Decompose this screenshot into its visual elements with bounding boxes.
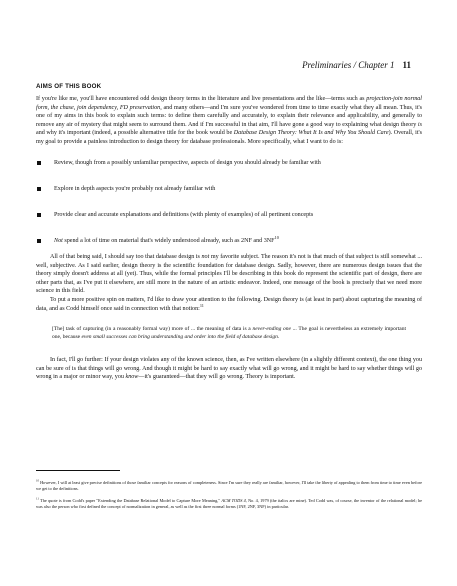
aims-list-item: [36, 185, 422, 211]
footnote-text: The quote is from Codd's paper "Extending the Database Relational Model to Capture More Meaning,": [40, 498, 222, 503]
intro-text-2: and many others—and I'm sure you've wondered from time to time exactly what they all mean. Thus, it's one of my aims in this book to explain such terms: to define them carefully and accurately, to explain their relevance and applicability, and generally to remove any air of mystery that might seem to surround them. And if I'm successful in that aim, I'll have gone a good way to explaining what design theory: [36, 104, 422, 128]
bullet-square-icon: [37, 213, 41, 217]
footnote-divider: [36, 470, 120, 471]
aim-emphasis: Not: [54, 238, 63, 244]
intro-emphasis-3: Database Design Theory: What It Is and Why You Should Care: [233, 130, 389, 136]
quote-text-2: ... The goal is nevertheless an extremely important one, because: [52, 326, 406, 340]
intro-emphasis-1: projection-join normal form, the chase, join dependency, FD preservation,: [36, 96, 422, 111]
quote-emphasis-2: even small successes can bring understanding and order into the field of database design: [81, 334, 278, 340]
footnote-number: 11: [36, 496, 39, 501]
bullet-square-icon: [37, 161, 41, 165]
running-head: [302, 60, 411, 70]
quote-emphasis-1: never-ending one: [252, 326, 291, 332]
footnote-text-2: , No. 4, 1979 (the italics are mine). Ted Codd was, of course, the inventor of the relational model; he was also the person who first defined the concept of normalization in general, as well as the first three normal forms (1NF, 2NF, 3NF) in particular.: [36, 498, 422, 509]
footnote-text: However, I will at least give precise definitions of those familiar concepts for reasons of completeness. Since I'm sure they really are familiar, however, I'll take the liberty of appealing to them from time to time even before we get to the definitions.: [36, 480, 422, 491]
body-paragraph-2: [36, 253, 422, 296]
intro-text-3: and why it's important (indeed, a possible alternative title for the book would be: [36, 130, 234, 136]
bullet-square-icon: [37, 187, 41, 191]
footnote-11: [36, 498, 422, 510]
aim-text: spend a lot of time on material that's widely understood already, such as 2NF and 3NF: [62, 238, 275, 244]
intro-text-1: If you're like me, you'll have encountered odd design theory terms in the literature and live presentations and the like—terms such as: [36, 96, 367, 102]
para2-text-2: my favorite subject. The reason it's not is that much of that subject is still somewhat ... well, subjective. As I said earlier, design theory is the scientific foundation for database design. Sadly, however, there are numerous design issues that the theory simply doesn't address at all (yet). Thus, while the formal principles I'll be describing in this book do represent the scientific part of design, there are other parts that, as I've put it elsewhere, are still more in the nature of an artistic endeavor. Indeed, one message of the book is precisely that we need more science in this field.: [36, 254, 423, 294]
aim-text: Provide clear and accurate explanations and definitions (with plenty of examples) of all pertinent concepts: [54, 212, 314, 218]
aim-text: Review, though from a possibly unfamiliar perspective, aspects of design you should already be familiar with: [54, 160, 321, 166]
page-number: 11: [402, 60, 411, 70]
aims-list-item: [36, 159, 422, 185]
para4-text-1: In fact, I'll go further: If your design violates any of the known science, then, as I've written elsewhere (in a slightly different context), the one thing you can be sure of is that things will go wrong. And though it might be hard to say exactly what will go wrong, and it might be hard to say whether things will go wrong in a major or minor way, you: [36, 357, 422, 380]
aims-list: [36, 159, 422, 263]
running-head-section: Preliminaries / Chapter 1: [302, 60, 395, 70]
intro-paragraph: [36, 95, 422, 146]
footnote-number: 10: [36, 478, 39, 483]
aims-list-item: [36, 211, 422, 237]
footnote-ref-11[interactable]: 11: [199, 302, 204, 308]
para2-emphasis: not: [201, 254, 210, 260]
bullet-square-icon: [37, 239, 41, 243]
body-paragraph-4: [36, 356, 422, 382]
block-quote: [52, 325, 406, 341]
footnote-emphasis: ACM TODS 4: [221, 498, 246, 503]
footnote-10: [36, 480, 422, 492]
para2-text-1: All of that being said, I should say too that database design is: [50, 254, 202, 260]
section-heading: AIMS OF THIS BOOK: [36, 83, 102, 90]
body-paragraph-3: [36, 296, 422, 313]
aim-text: Explore in depth aspects you're probably not already familiar with: [54, 186, 216, 192]
intro-emphasis-2: is: [417, 121, 422, 128]
quote-text-1: [The] task of capturing (in a reasonably formal way) more of ... the meaning of data is a: [52, 326, 253, 332]
intro-text-4: ). Overall, it's my goal to provide a painless introduction to design theory for database professionals. More specifically, what I want to do is:: [36, 130, 422, 145]
para4-emphasis: know: [125, 374, 139, 380]
quote-text-3: .: [277, 334, 280, 340]
footnote-ref-10[interactable]: 10: [274, 234, 279, 240]
para4-text-2: —it's guaranteed—that they will go wrong. Theory is important.: [138, 374, 296, 380]
para3-text: To put a more positive spin on matters, I'd like to draw your attention to the following. Design theory is (at least in part) about capturing the meaning of data, and as Codd himself once said in connection with that notion:: [36, 297, 422, 312]
